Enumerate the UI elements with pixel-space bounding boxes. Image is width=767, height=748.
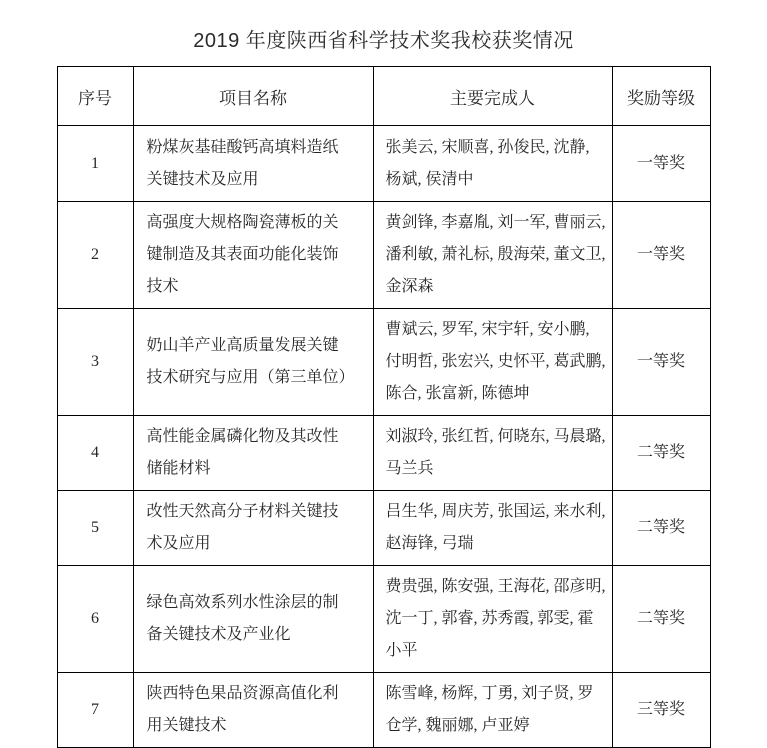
cell-project-name: 高性能金属磷化物及其改性储能材料 <box>133 416 373 491</box>
cell-project-name: 粉煤灰基硅酸钙高填料造纸关键技术及应用 <box>133 126 373 202</box>
cell-serial-number: 2 <box>57 202 133 309</box>
cell-project-name: 陕西特色果品资源高值化利用关键技术 <box>133 673 373 748</box>
cell-award-level: 一等奖 <box>612 202 710 309</box>
table-row <box>57 491 710 566</box>
cell-award-level: 三等奖 <box>612 673 710 748</box>
cell-contributors: 曹斌云, 罗军, 宋宇轩, 安小鹏, 付明哲, 张宏兴, 史怀平, 葛武鹏, 陈合, 张富新, 陈德坤 <box>373 309 612 416</box>
cell-contributors: 刘淑玲, 张红哲, 何晓东, 马晨璐, 马兰兵 <box>373 416 612 491</box>
table-row <box>57 309 710 416</box>
cell-serial-number: 5 <box>57 491 133 566</box>
cell-contributors: 黄剑锋, 李嘉胤, 刘一军, 曹丽云, 潘利敏, 萧礼标, 殷海荣, 董文卫, 金深森 <box>373 202 612 309</box>
cell-serial-number: 3 <box>57 309 133 416</box>
cell-project-name: 改性天然高分子材料关键技术及应用 <box>133 491 373 566</box>
cell-award-level: 一等奖 <box>612 126 710 202</box>
cell-award-level: 二等奖 <box>612 416 710 491</box>
table-row <box>57 673 710 748</box>
cell-contributors: 费贵强, 陈安强, 王海花, 邵彦明, 沈一丁, 郭睿, 苏秀霞, 郭雯, 霍小平 <box>373 566 612 673</box>
column-header-award-level: 奖励等级 <box>612 67 710 126</box>
table-body <box>57 126 710 748</box>
cell-serial-number: 4 <box>57 416 133 491</box>
column-header-contributors: 主要完成人 <box>373 67 612 126</box>
cell-serial-number: 7 <box>57 673 133 748</box>
page-title: 2019 年度陕西省科学技术奖我校获奖情况 <box>193 30 574 52</box>
cell-serial-number: 1 <box>57 126 133 202</box>
table-header-row <box>57 67 710 126</box>
table-row <box>57 566 710 673</box>
cell-project-name: 高强度大规格陶瓷薄板的关键制造及其表面功能化装饰技术 <box>133 202 373 309</box>
cell-award-level: 一等奖 <box>612 309 710 416</box>
cell-serial-number: 6 <box>57 566 133 673</box>
table-row <box>57 202 710 309</box>
table-row <box>57 416 710 491</box>
cell-project-name: 奶山羊产业高质量发展关键技术研究与应用（第三单位） <box>133 309 373 416</box>
cell-contributors: 张美云, 宋顺喜, 孙俊民, 沈静, 杨斌, 侯清中 <box>373 126 612 202</box>
table-row <box>57 126 710 202</box>
column-header-serial-number: 序号 <box>57 67 133 126</box>
cell-contributors: 吕生华, 周庆芳, 张国运, 来水利, 赵海锋, 弓瑞 <box>373 491 612 566</box>
cell-award-level: 二等奖 <box>612 566 710 673</box>
cell-project-name: 绿色高效系列水性涂层的制备关键技术及产业化 <box>133 566 373 673</box>
cell-award-level: 二等奖 <box>612 491 710 566</box>
awards-table <box>57 66 711 748</box>
cell-contributors: 陈雪峰, 杨辉, 丁勇, 刘子贤, 罗仓学, 魏丽娜, 卢亚婷 <box>373 673 612 748</box>
column-header-project-name: 项目名称 <box>133 67 373 126</box>
